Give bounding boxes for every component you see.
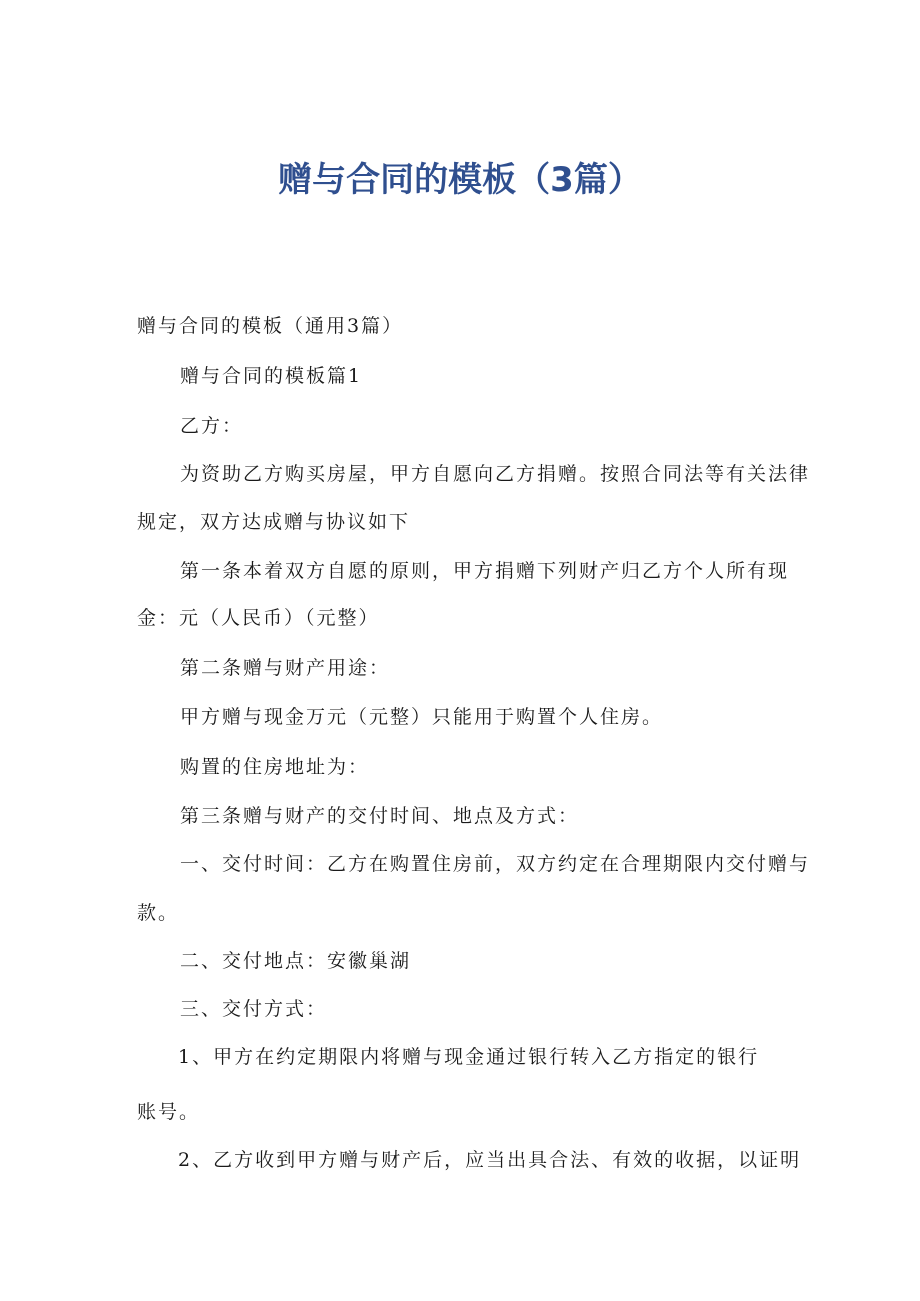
party-b-label: 乙方： bbox=[180, 415, 244, 437]
paragraph-line: 第三条赠与财产的交付时间、地点及方式： bbox=[180, 805, 580, 827]
paragraph-line: 规定，双方达成赠与协议如下 bbox=[137, 511, 411, 533]
paragraph-line: 第二条赠与财产用途： bbox=[180, 657, 391, 679]
paragraph-line: 购置的住房地址为： bbox=[180, 756, 370, 778]
paragraph-line: 第一条本着双方自愿的原则，甲方捐赠下列财产归乙方个人所有现 bbox=[180, 560, 790, 582]
paragraph-line: 1、甲方在约定期限内将赠与现金通过银行转入乙方指定的银行 bbox=[178, 1046, 760, 1068]
paragraph-line: 为资助乙方购买房屋，甲方自愿向乙方捐赠。按照合同法等有关法律 bbox=[180, 463, 811, 485]
paragraph-line: 一、交付时间：乙方在购置住房前，双方约定在合理期限内交付赠与 bbox=[180, 853, 811, 875]
subtitle-line: 赠与合同的模板（通用3篇） bbox=[137, 315, 404, 337]
paragraph-line: 甲方赠与现金万元（元整）只能用于购置个人住房。 bbox=[180, 706, 664, 728]
paragraph-line: 账号。 bbox=[137, 1101, 201, 1123]
paragraph-line: 二、交付地点：安徽巢湖 bbox=[180, 950, 412, 972]
paragraph-line: 三、交付方式： bbox=[180, 998, 328, 1020]
paragraph-line: 金：元（人民币）（元整） bbox=[137, 607, 380, 629]
section-heading: 赠与合同的模板篇1 bbox=[180, 365, 363, 387]
paragraph-line: 2、乙方收到甲方赠与财产后，应当出具合法、有效的收据，以证明 bbox=[178, 1149, 802, 1171]
paragraph-line: 款。 bbox=[137, 902, 180, 924]
document-title: 赠与合同的模板（3篇） bbox=[278, 160, 642, 200]
